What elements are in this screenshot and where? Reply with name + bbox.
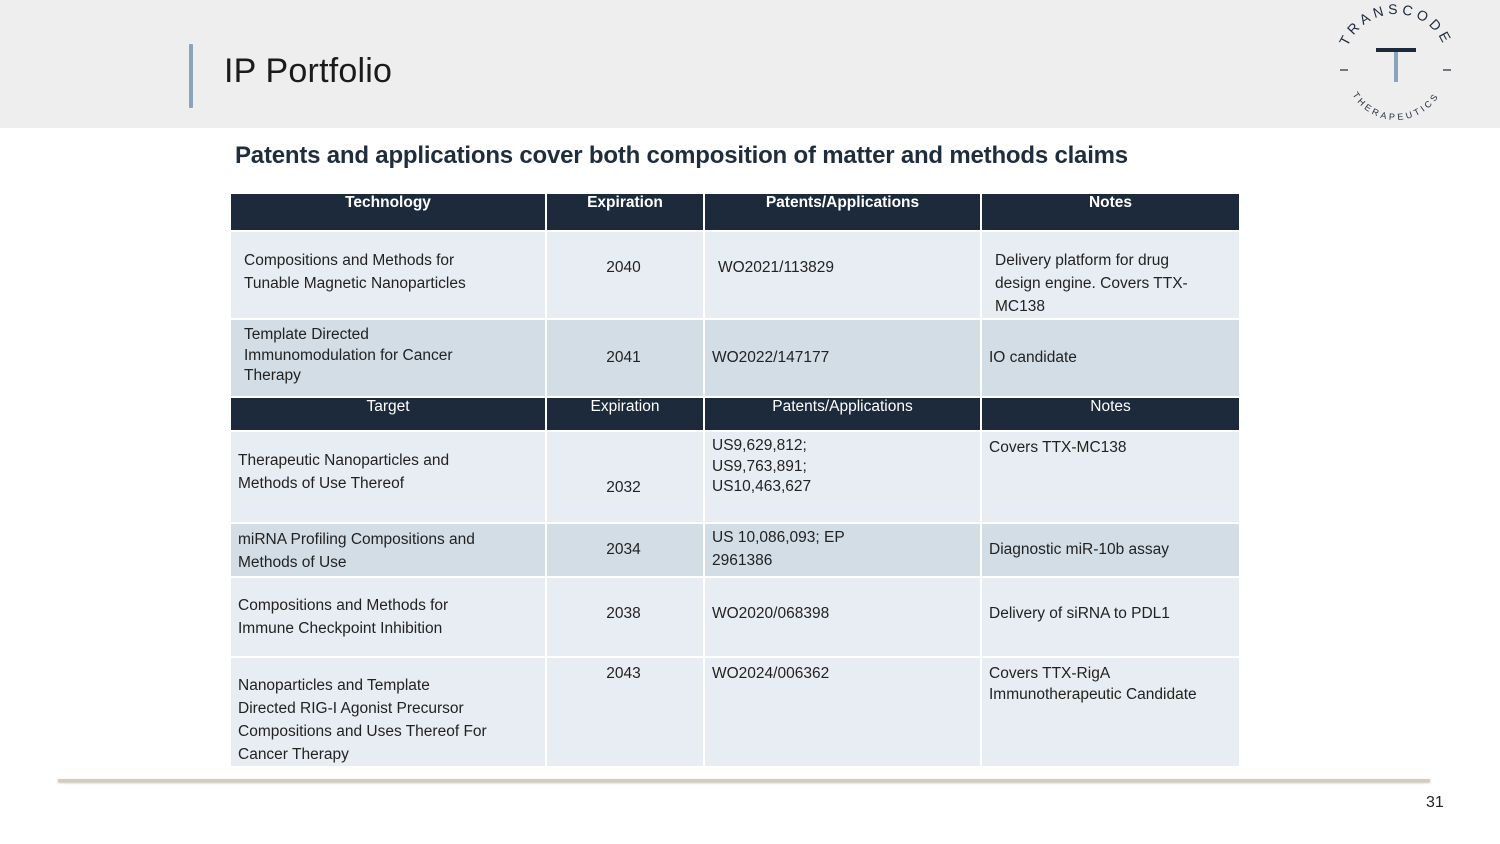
target-name-cell: Nanoparticles and Template Directed RIG-I Agonist Precursor Compositions and Uses Thereof For Cancer Therapy — [231, 657, 546, 767]
header-patents: Patents/Applications — [704, 194, 981, 231]
ip-portfolio-table — [231, 194, 1239, 768]
expiration-cell: 2034 — [546, 523, 704, 577]
table-row — [231, 231, 1239, 319]
patents-cell: WO2024/006362 — [704, 657, 981, 767]
page-title: IP Portfolio — [224, 52, 393, 90]
table-row — [231, 431, 1239, 523]
header-patents: Patents/Applications — [704, 397, 981, 431]
transcode-logo — [1330, 4, 1460, 126]
logo-t-stem — [1394, 52, 1398, 82]
svg-text:TRANSCODE — [1336, 4, 1456, 48]
table-row — [231, 657, 1239, 767]
notes-cell: Diagnostic miR-10b assay — [981, 523, 1239, 577]
expiration-cell: 2038 — [546, 577, 704, 657]
expiration-cell: 2043 — [546, 657, 704, 767]
target-header-row — [231, 397, 1239, 431]
notes-cell: Delivery platform for drug design engine. Covers TTX- MC138 — [981, 231, 1239, 319]
expiration-cell: 2040 — [546, 231, 704, 319]
header-notes: Notes — [981, 397, 1239, 431]
notes-cell: Covers TTX-RigA Immunotherapeutic Candidate — [981, 657, 1239, 767]
patents-cell: US9,629,812; US9,763,891; US10,463,627 — [704, 431, 981, 523]
expiration-cell: 2041 — [546, 319, 704, 397]
technology-name-cell: Compositions and Methods for Tunable Magnetic Nanoparticles — [231, 231, 546, 319]
expiration-cell: 2032 — [546, 431, 704, 523]
target-name-cell: miRNA Profiling Compositions and Methods of Use — [231, 523, 546, 577]
notes-cell: IO candidate — [981, 319, 1239, 397]
notes-cell: Covers TTX-MC138 — [981, 431, 1239, 523]
logo-t-crossbar — [1376, 48, 1416, 52]
header-notes: Notes — [981, 194, 1239, 231]
header-expiration: Expiration — [546, 194, 704, 231]
table-row — [231, 319, 1239, 397]
page-number: 31 — [1426, 794, 1444, 811]
table-row — [231, 577, 1239, 657]
header-expiration: Expiration — [546, 397, 704, 431]
logo-arc-top-text: TRANSCODE — [1335, 4, 1457, 49]
target-name-cell: Compositions and Methods for Immune Checkpoint Inhibition — [231, 577, 546, 657]
slide-subtitle: Patents and applications cover both composition of matter and methods claims — [235, 142, 1128, 169]
notes-cell: Delivery of siRNA to PDL1 — [981, 577, 1239, 657]
footer-divider — [58, 779, 1430, 782]
patents-cell: WO2021/113829 — [704, 231, 981, 319]
patents-cell: WO2020/068398 — [704, 577, 981, 657]
technology-header-row — [231, 194, 1239, 231]
table-row — [231, 523, 1239, 577]
patents-cell: WO2022/147177 — [704, 319, 981, 397]
logo-arc-bottom-text: THERAPEUTICS — [1350, 90, 1442, 123]
technology-name-cell: Template Directed Immunomodulation for Cancer Therapy — [231, 319, 546, 397]
patents-cell: US 10,086,093; EP 2961386 — [704, 523, 981, 577]
target-name-cell: Therapeutic Nanoparticles and Methods of Use Thereof — [231, 431, 546, 523]
title-accent-bar — [189, 44, 193, 108]
header-technology: Technology — [231, 194, 546, 231]
header-target: Target — [231, 397, 546, 431]
svg-text:THERAPEUTICS — [1351, 90, 1442, 122]
